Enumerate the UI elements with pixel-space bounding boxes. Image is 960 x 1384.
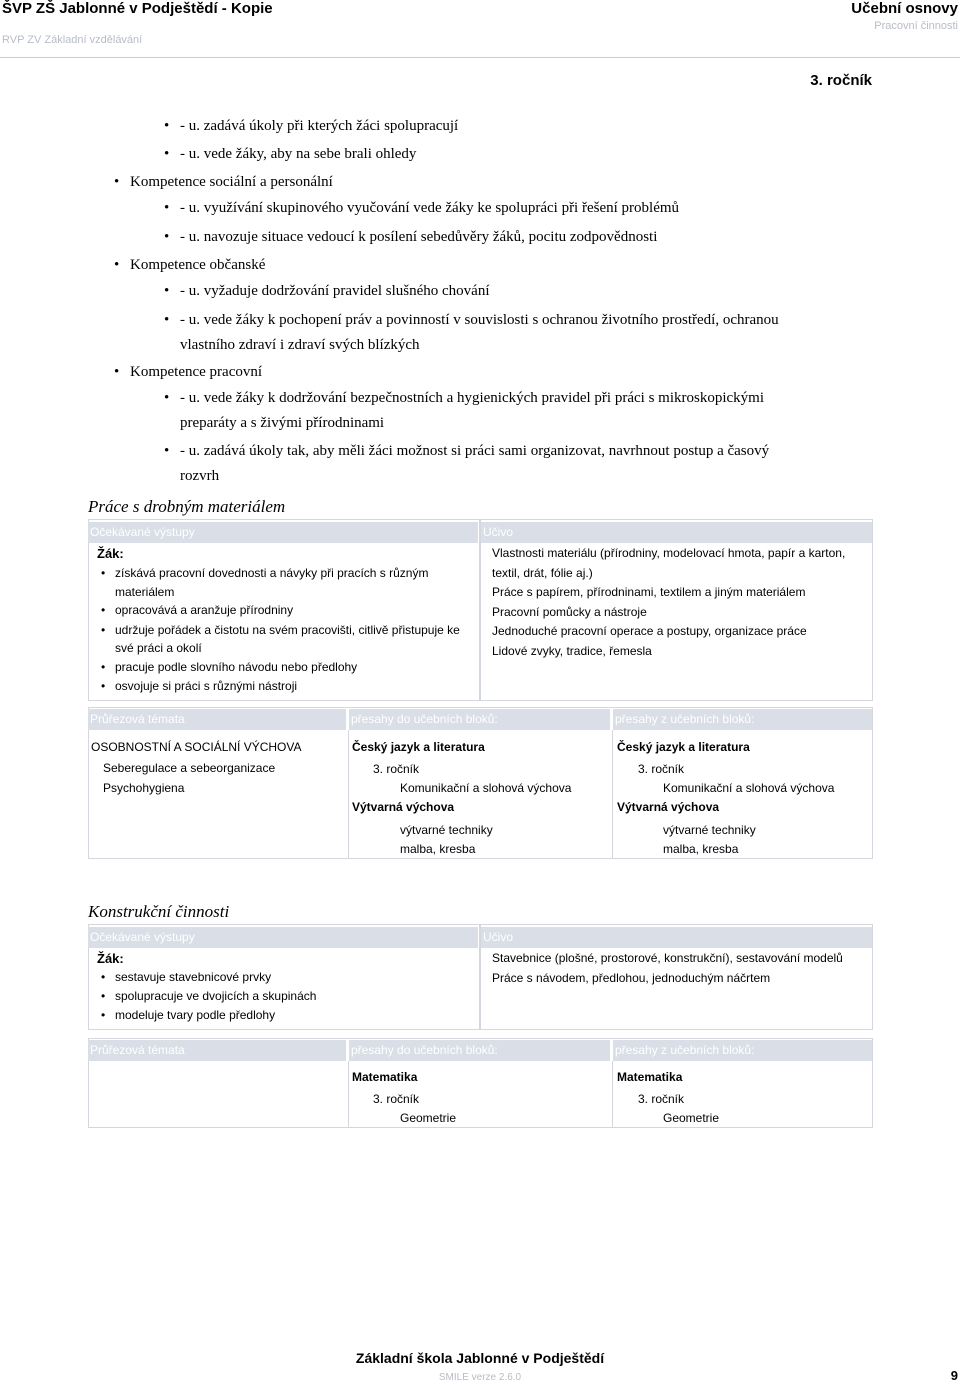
competency-item-continuation: preparáty a s živými přírodninami (180, 415, 385, 431)
overlap-subject: Výtvarná výchova (617, 800, 720, 814)
curriculum-item: Stavebnice (plošné, prostorové, konstrukční), sestavování modelů (492, 951, 843, 965)
column-divider (348, 1061, 349, 1127)
student-label: Žák: (97, 546, 124, 561)
outcome-item: • spolupracuje ve dvojicích a skupinách (115, 987, 316, 1006)
overlap-topic: Geometrie (663, 1111, 720, 1125)
curriculum-item: Pracovní pomůcky a nástroje (492, 605, 647, 619)
column-divider (612, 730, 613, 858)
outcome-item: • osvojuje si práci s různými nástroji (115, 677, 297, 696)
section-title: Práce s drobným materiálem (88, 497, 286, 516)
student-label: Žák: (97, 951, 124, 966)
theme-item: Psychohygiena (103, 781, 185, 795)
overlap-subject: Matematika (617, 1070, 683, 1084)
competency-item: • - u. využívání skupinového vyučování vede žáky ke spolupráci při řešení problémů (180, 197, 679, 219)
grade-label: 3. ročník (810, 72, 872, 89)
overlaps-from-header: přesahy z učebních bloků: (613, 709, 872, 730)
competency-item: • - u. zadává úkoly při kterých žáci spolupracují (180, 115, 458, 137)
outcomes-header: Očekávané výstupy (88, 927, 478, 948)
curriculum-header: Učivo (481, 927, 872, 948)
outcome-item: • pracuje podle slovního návodu nebo předlohy (115, 658, 357, 677)
outcome-item: • získává pracovní dovednosti a návyky při pracích s různým (115, 564, 428, 583)
outcomes-header: Očekávané výstupy (88, 522, 478, 543)
overlap-grade: 3. ročník (638, 762, 685, 776)
competency-item-continuation: vlastního zdraví i zdraví svých blízkých (180, 337, 420, 353)
curriculum-header: Učivo (481, 522, 872, 543)
overlap-grade: 3. ročník (373, 1092, 420, 1106)
competency-item: • - u. navozuje situace vedoucí k posílení sebedůvěry žáků, pocitu zodpovědnosti (180, 226, 657, 248)
footer-school: Základní škola Jablonné v Podještědí (355, 1350, 605, 1366)
curriculum-item: Jednoduché pracovní operace a postupy, organizace práce (492, 624, 807, 638)
themes-header: Průřezová témata (88, 709, 346, 730)
competency-item: • - u. zadává úkoly tak, aby měli žáci možnost si práci sami organizovat, navrhnout postup a časový (180, 440, 769, 462)
overlap-topic: Geometrie (400, 1111, 457, 1125)
overlap-subject: Český jazyk a literatura (352, 740, 485, 754)
subject-name: Pracovní činnosti (874, 20, 958, 32)
competency-item-continuation: rozvrh (180, 468, 220, 484)
overlap-topic: Komunikační a slohová výchova (663, 781, 835, 795)
overlap-topic: Komunikační a slohová výchova (400, 781, 572, 795)
curriculum-item: Lidové zvyky, tradice, řemesla (492, 644, 652, 658)
section-title-right: Učební osnovy (851, 0, 958, 17)
footer-version: SMILE verze 2.6.0 (438, 1372, 522, 1383)
competency-heading: • Kompetence pracovní (130, 361, 262, 383)
outcome-item: • udržuje pořádek a čistotu na svém pracovišti, citlivě přistupuje ke (115, 621, 460, 640)
document-title: ŠVP ZŠ Jablonné v Podještědí - Kopie (2, 0, 273, 17)
outcome-item: • modeluje tvary podle předlohy (115, 1006, 275, 1025)
outcome-continuation: materiálem (115, 585, 175, 599)
overlap-subject: Český jazyk a literatura (617, 740, 750, 754)
overlap-topic: výtvarné techniky (400, 823, 493, 837)
competency-heading: • Kompetence sociální a personální (130, 171, 333, 193)
competency-item: • - u. vyžaduje dodržování pravidel slušného chování (180, 280, 490, 302)
curriculum-item: Práce s papírem, přírodninami, textilem a jiným materiálem (492, 585, 806, 599)
outcome-item: • opracovává a aranžuje přírodniny (115, 601, 293, 620)
overlap-topic: malba, kresba (663, 842, 739, 856)
overlap-subject: Matematika (352, 1070, 418, 1084)
overlaps-to-header: přesahy do učebních bloků: (349, 709, 610, 730)
page-number: 9 (950, 1368, 958, 1383)
competency-item: • - u. vede žáky, aby na sebe brali ohledy (180, 143, 416, 165)
curriculum-item: Práce s návodem, předlohou, jednoduchým náčrtem (492, 971, 771, 985)
overlap-topic: malba, kresba (400, 842, 476, 856)
overlap-topic: výtvarné techniky (663, 823, 756, 837)
overlaps-to-header: přesahy do učebních bloků: (349, 1040, 610, 1061)
document-subtitle: RVP ZV Základní vzdělávání (2, 34, 143, 46)
overlaps-from-header: přesahy z učebních bloků: (613, 1040, 872, 1061)
outcome-continuation: své práci a okolí (115, 641, 202, 655)
themes-header: Průřezová témata (88, 1040, 346, 1061)
outcome-item: • sestavuje stavebnicové prvky (115, 968, 271, 987)
overlap-grade: 3. ročník (373, 762, 420, 776)
curriculum-item: textil, drát, fólie aj.) (492, 566, 593, 580)
overlap-grade: 3. ročník (638, 1092, 685, 1106)
header-divider (0, 57, 960, 58)
theme-title: OSOBNOSTNÍ A SOCIÁLNÍ VÝCHOVA (91, 740, 302, 754)
theme-item: Seberegulace a sebeorganizace (103, 761, 276, 775)
curriculum-item: Vlastnosti materiálu (přírodniny, modelovací hmota, papír a karton, (492, 546, 846, 560)
competency-item: • - u. vede žáky k dodržování bezpečnostních a hygienických pravidel při práci s mikroskopickými (180, 387, 764, 409)
column-divider (612, 1061, 613, 1127)
competency-heading: • Kompetence občanské (130, 254, 265, 276)
overlap-subject: Výtvarná výchova (352, 800, 455, 814)
column-divider (348, 730, 349, 858)
section-title: Konstrukční činnosti (88, 902, 230, 921)
competency-item: • - u. vede žáky k pochopení práv a povinností v souvislosti s ochranou životního prostředí, ochranou (180, 309, 779, 331)
